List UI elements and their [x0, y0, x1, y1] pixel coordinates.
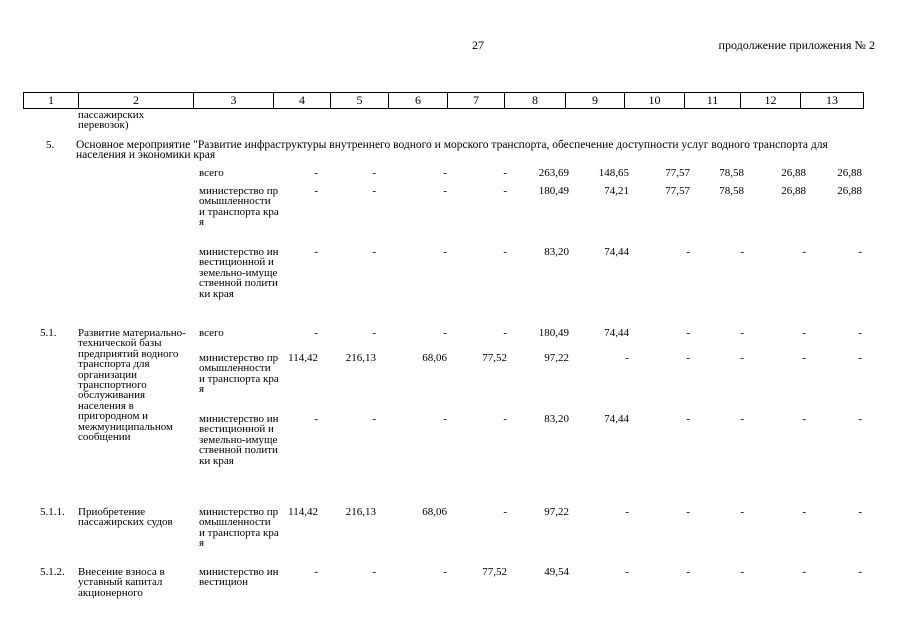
table-cell-value: -	[858, 352, 862, 364]
table-cell-value: -	[443, 246, 447, 258]
table-cell-value: 74,44	[604, 246, 629, 258]
column-header: 2	[79, 93, 194, 109]
table-cell-value: -	[686, 246, 690, 258]
table-cell-value: 74,21	[604, 185, 629, 197]
row-agency: министерство инвестицион	[199, 566, 279, 589]
column-header: 8	[505, 93, 566, 109]
table-cell-value: 83,20	[544, 413, 569, 425]
table-cell-value: -	[686, 506, 690, 518]
table-cell-value: -	[314, 185, 318, 197]
table-cell-value: -	[503, 185, 507, 197]
table-cell-value: -	[314, 327, 318, 339]
table-cell-value: -	[625, 506, 629, 518]
table-cell-value: -	[443, 566, 447, 578]
table-cell-value: -	[858, 566, 862, 578]
table-cell-value: 263,69	[538, 167, 569, 179]
table-cell-value: -	[372, 566, 376, 578]
table-cell-value: -	[802, 566, 806, 578]
table-cell-value: -	[503, 167, 507, 179]
row-name: Приобретение пассажирских судов	[78, 506, 173, 529]
table-cell-value: -	[503, 327, 507, 339]
row-agency: министерство инвестиционной и земельно-имущественной политики края	[199, 246, 279, 300]
table-cell-value: 83,20	[544, 246, 569, 258]
table-cell-value: 77,57	[665, 185, 690, 197]
table-cell-value: -	[314, 413, 318, 425]
table-cell-value: -	[802, 327, 806, 339]
table-cell-value: 26,88	[781, 167, 806, 179]
table-cell-value: -	[802, 246, 806, 258]
row-agency: министерство инвестиционной и земельно-имущественной политики края	[199, 413, 279, 467]
table-cell-value: -	[858, 413, 862, 425]
table-cell-value: 78,58	[719, 185, 744, 197]
table-cell-value: -	[443, 327, 447, 339]
table-cell-value: -	[314, 167, 318, 179]
row-title: Основное мероприятие "Развитие инфраструктуры внутреннего водного и морского транспорта, обеспечение доступности услуг водного транспорта для населения и экономики края	[76, 139, 828, 162]
table-cell-value: -	[740, 413, 744, 425]
table-cell-value: -	[858, 506, 862, 518]
column-header: 6	[389, 93, 448, 109]
table-cell-value: 26,88	[837, 185, 862, 197]
column-header: 9	[566, 93, 625, 109]
table-cell-value: 216,13	[345, 506, 376, 518]
table-cell-value: -	[686, 413, 690, 425]
table-cell-value: -	[740, 246, 744, 258]
table-cell-value: -	[503, 413, 507, 425]
table-cell-value: 180,49	[538, 327, 569, 339]
column-header: 5	[331, 93, 389, 109]
column-header: 13	[801, 93, 864, 109]
table-cell-value: 49,54	[544, 566, 569, 578]
row-code: 5.1.	[40, 327, 57, 339]
table-cell-value: -	[372, 167, 376, 179]
table-cell-value: -	[740, 506, 744, 518]
column-header: 11	[685, 93, 741, 109]
row-name: Развитие материально-технической базы предприятий водного транспорта для организации транспортного обслуживания населения в пригородном и межмуниципальном сообщении	[78, 327, 186, 444]
column-header: 3	[194, 93, 274, 109]
table-cell-value: -	[443, 185, 447, 197]
row-code: 5.1.1.	[40, 506, 65, 518]
table-cell-value: 68,06	[422, 506, 447, 518]
appendix-continuation: продолжение приложения № 2	[718, 38, 875, 52]
table-cell-value: -	[686, 566, 690, 578]
table-cell-value: -	[372, 246, 376, 258]
table-cell-value: -	[625, 566, 629, 578]
column-header-table	[23, 92, 864, 109]
row-agency: всего	[199, 327, 224, 339]
table-cell-value: -	[314, 246, 318, 258]
page-number: 27	[472, 38, 484, 52]
table-cell-value: 114,42	[288, 352, 318, 364]
table-cell-value: -	[740, 566, 744, 578]
table-cell-value: 97,22	[544, 352, 569, 364]
column-header: 10	[625, 93, 685, 109]
table-cell-value: 114,42	[288, 506, 318, 518]
row-agency: министерство промышленности и транспорта края	[199, 352, 279, 396]
table-cell-value: -	[503, 506, 507, 518]
table-cell-value: -	[503, 246, 507, 258]
table-cell-value: -	[372, 413, 376, 425]
row-code: 5.	[46, 139, 55, 151]
row-agency: министерство промышленности и транспорта края	[199, 506, 279, 550]
table-cell-value: -	[372, 327, 376, 339]
table-cell-value: 26,88	[781, 185, 806, 197]
table-cell-value: -	[802, 413, 806, 425]
column-header: 12	[741, 93, 801, 109]
table-cell-value: 77,52	[482, 352, 507, 364]
table-cell-value: -	[802, 506, 806, 518]
table-cell-value: -	[625, 352, 629, 364]
table-cell-value: 97,22	[544, 506, 569, 518]
row-name: Внесение взноса в уставный капитал акционерного	[78, 566, 165, 599]
row-code: 5.1.2.	[40, 566, 65, 578]
table-cell-value: 74,44	[604, 327, 629, 339]
table-cell-value: -	[372, 185, 376, 197]
table-cell-value: -	[802, 352, 806, 364]
table-cell-value: 216,13	[345, 352, 376, 364]
table-cell-value: -	[443, 167, 447, 179]
table-cell-value: -	[443, 413, 447, 425]
row-agency: министерство промышленности и транспорта края	[199, 185, 279, 229]
table-cell-value: 77,57	[665, 167, 690, 179]
column-header: 7	[448, 93, 505, 109]
table-cell-value: 78,58	[719, 167, 744, 179]
table-cell-value: 74,44	[604, 413, 629, 425]
table-cell-value: -	[858, 246, 862, 258]
table-cell-value: 180,49	[538, 185, 569, 197]
table-cell-value: 148,65	[598, 167, 629, 179]
table-cell-value: 77,52	[482, 566, 507, 578]
row-name: пассажирских перевозок)	[78, 109, 145, 132]
column-header: 4	[274, 93, 331, 109]
table-cell-value: 26,88	[837, 167, 862, 179]
row-agency: всего	[199, 167, 224, 179]
table-cell-value: -	[858, 327, 862, 339]
table-cell-value: -	[686, 352, 690, 364]
table-cell-value: -	[740, 327, 744, 339]
table-cell-value: -	[740, 352, 744, 364]
table-cell-value: -	[314, 566, 318, 578]
table-cell-value: 68,06	[422, 352, 447, 364]
column-header: 1	[24, 93, 79, 109]
table-cell-value: -	[686, 327, 690, 339]
